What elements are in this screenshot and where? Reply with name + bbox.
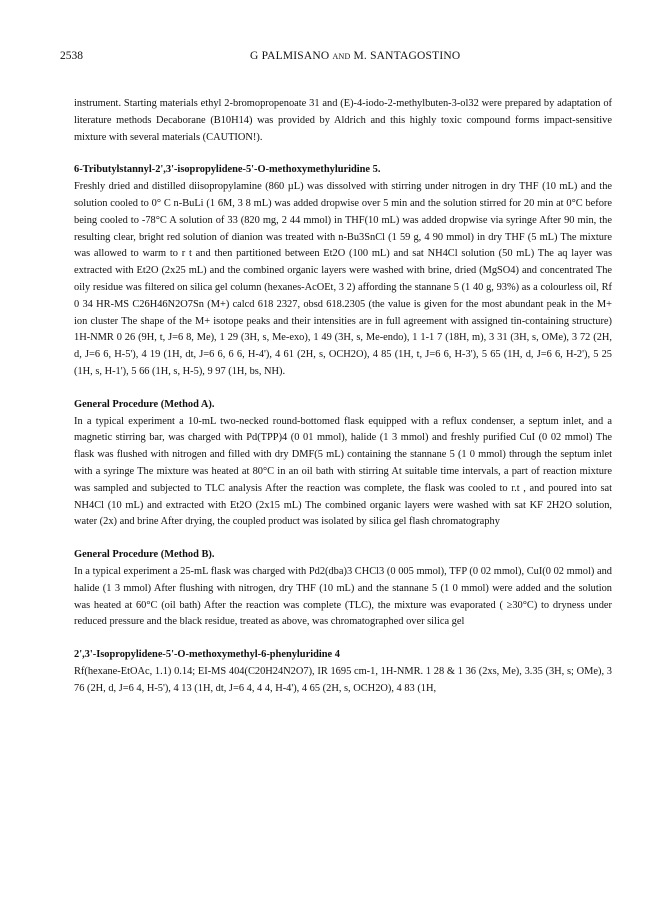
compound-4-heading: 2',3'-Isopropylidene-5'-O-methoxymethyl-6-phenyluridine 4	[74, 649, 340, 661]
spacer	[74, 531, 612, 547]
page-number: 2538	[60, 50, 83, 62]
stannane-heading: 6-Tributylstannyl-2',3'-isopropylidene-5'-O-methoxymethyluridine 5.	[74, 164, 381, 176]
method-a-heading: General Procedure (Method A).	[74, 398, 215, 410]
method-b-paragraph: In a typical experiment a 25-mL flask was charged with Pd2(dba)3 CHCl3 (0 005 mmol), TFP (0 02 mmol), CuI(0 02 mmol) and halide (1 3 mmol) After flushing with nitrogen, dry THF (10 mL) and the stannane 5 (1 0 mmol) were added and the solution was heated at 60°C (oil bath) After the reaction was complete (TLC), the mixture was evaporated ( ≥30°C) to dryness under reduced pressure and the black residue, treated as above, was chromatographed over silica gel	[74, 565, 612, 628]
spacer	[74, 146, 612, 162]
stannane-paragraph: Freshly dried and distilled diisopropylamine (860 µL) was dissolved with stirring under nitrogen in dry THF (10 mL) and the solution cooled to 0° C n-BuLi (1 6M, 3 8 mL) was added dropwise over 5 min and the solution stirred for 20 min at 0°C before being cooled to -78°C A solution of 33 (820 mg, 2 44 mmol) in THF(10 mL) was added dropwise via syringe After 90 min, the resulting clear, bright red solution of dianion was treated with n-Bu3SnCl (1 59 g, 4 90 mmol) in dry THF (5 mL) The mixture was allowed to warm to r t and then partitioned between Et2O (100 mL) and sat NH4Cl solution (50 mL) The aq layer was extracted with Et2O (2x25 mL) and the combined organic layers were washed with brine, dried (MgSO4) and concentrated The oily residue was filtered on silica gel column (hexanes-AcOEt, 3 2) affording the stannane 5 (1 40 g, 93%) as a colourless oil, Rf 0 34 HR-MS C26H46N2O7Sn (M+) calcd 618 2327, obsd 618.2305 (the value is given for the most abundant peak in the M+ ion cluster The shape of the M+ isotope peaks and their intensities are in full agreement with assigned tin-containing structure) 1H-NMR 0 26 (9H, t, J=6 8, Me), 1 29 (3H, s, Me-exo), 1 49 (3H, s, Me-endo), 1 1-1 7 (18H, m), 3 31 (3H, s, OMe), 3 72 (2H, d, J=6 6, H-5'), 4 19 (1H, dt, J=6 6, 6 6, H-4'), 4 61 (2H, s, OCH2O), 4 85 (1H, t, J=6 6, H-3'), 5 65 (1H, d, J=6 6, H-2'), 5 25 (1H, s, H-1'), 5 66 (1H, s, H-5), 9 97 (1H, bs, NH).	[74, 181, 612, 377]
running-head: G PALMISANO and M. SANTAGOSTINO	[250, 50, 461, 62]
compound-4-paragraph: Rf(hexane-EtOAc, 1.1) 0.14; EI-MS 404(C20H24N2O7), IR 1695 cm-1, 1H-NMR. 1 28 & 1 36 (2xs, Me), 3.35 (3H, s; OMe), 3 76 (2H, d, J=6 4, H-5'), 4 13 (1H, dt, J=6 4, 4 4, H-4'), 4 65 (2H, s, OCH2O), 4 83 (1H,	[74, 665, 612, 694]
spacer	[74, 381, 612, 397]
page-header	[60, 50, 620, 66]
intro-paragraph: instrument. Starting materials ethyl 2-bromopropenoate 31 and (E)-4-iodo-2-methylbuten-3-ol32 were prepared by adaptation of literature methods Decaborane (B10H14) was provided by Aldrich and this highly toxic compound forms impact-sensitive mixture with several materials (CAUTION!).	[74, 98, 612, 143]
article-body	[74, 96, 612, 698]
method-b-heading: General Procedure (Method B).	[74, 549, 215, 561]
spacer	[74, 631, 612, 647]
method-a-paragraph: In a typical experiment a 10-mL two-necked round-bottomed flask equipped with a reflux condenser, a septum inlet, and a magnetic stirring bar, was charged with Pd(TPP)4 (0 01 mmol), halide (1 3 mmol) and freshly purified CuI (0 02 mmol) The flask was flushed with nitrogen and filled with dry DMF(5 mL) containing the stannane 5 (1 0 mmol) through the septum inlet with a syringe The mixture was heated at 80°C in an oil bath with stirring At suitable time intervals, a part of reaction mixture was sampled and subjected to TLC analysis After the reaction was complete, the flask was cooled to r.t , and poured into sat NH4Cl (10 mL) and extracted with Et2O (2x15 mL) The combined organic layers were washed with sat KF 2H2O solution, water (2x) and brine After drying, the coupled product was isolated by silica gel flash chromatography	[74, 415, 612, 528]
